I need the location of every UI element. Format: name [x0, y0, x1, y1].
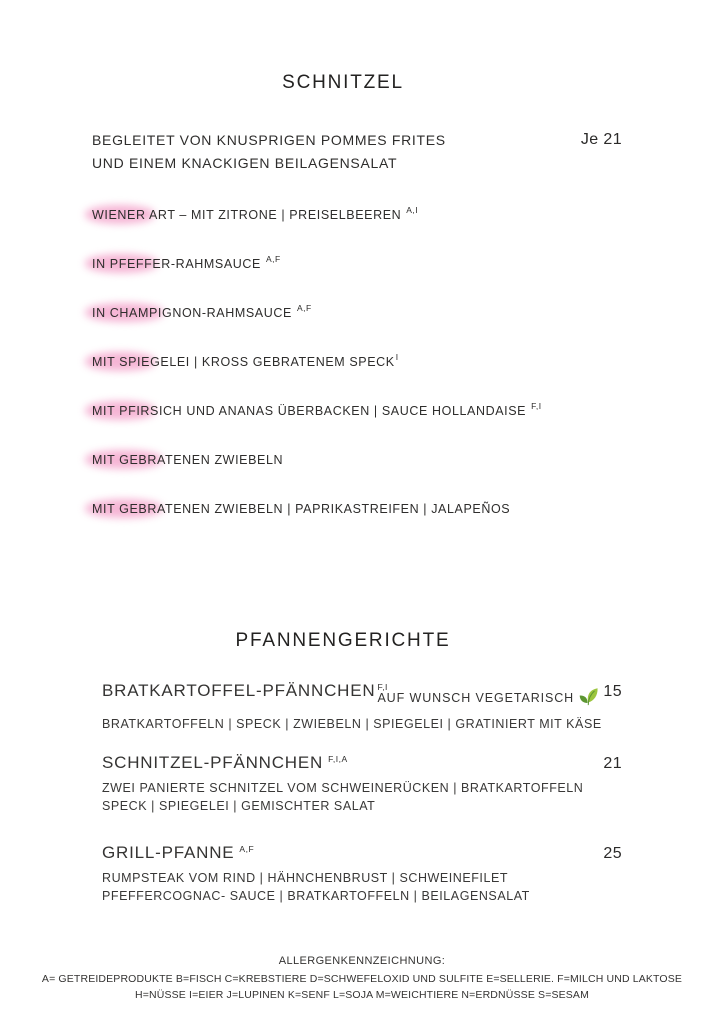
menu-content	[60, 0, 626, 1024]
schnitzel-shared-price: Je 21	[580, 131, 622, 148]
highlight-marker: WIENER	[92, 208, 149, 222]
item-description-line2: PFEFFERCOGNAC- SAUCE | BRATKARTOFFELN | BEILAGENSALAT	[102, 889, 530, 903]
highlight-marker: IN CHAMP	[92, 306, 158, 320]
item-name-row	[102, 678, 626, 714]
item-text: IGNON-RAHMSAUCE	[157, 306, 292, 320]
pfannen-item-schnitzel-pfaennchen	[102, 750, 626, 814]
schnitzel-item-pfirsich-ananas	[92, 402, 542, 421]
allergen-codes: I	[395, 352, 399, 362]
highlight-marker: MIT PFIR	[92, 404, 151, 418]
vegetarian-leaf-icon	[578, 687, 599, 706]
schnitzel-item-wiener-art	[92, 206, 418, 225]
allergen-codes: F,I	[377, 682, 388, 692]
allergen-codes: F,I,A	[328, 754, 348, 764]
vegetarian-note	[377, 675, 599, 711]
allergen-codes: A,I	[406, 205, 419, 215]
allergen-footer	[0, 955, 724, 1003]
schnitzel-item-zwiebeln-paprika-jalapenos	[92, 500, 510, 518]
allergen-footer-line2: A= GETREIDEPRODUKTE B=FISCH C=KREBSTIERE D=SCHWEFELOXID UND SULFITE E=SELLERIE. F=MILCH UND LAKTOSE	[41, 973, 683, 985]
schnitzel-item-spiegelei-speck	[92, 353, 399, 372]
allergen-codes: A,F	[296, 303, 312, 313]
schnitzel-item-champignon-rahmsauce	[92, 304, 312, 323]
item-description-line2: SPECK | SPIEGELEI | GEMISCHTER SALAT	[102, 799, 376, 813]
highlight-marker: IN PFEFF	[92, 257, 153, 271]
schnitzel-item-pfeffer-rahmsauce	[92, 255, 281, 274]
schnitzel-intro	[92, 129, 446, 175]
item-name-row	[102, 840, 626, 868]
pfannengerichte-section-title: PFANNENGERICHTE	[235, 630, 451, 651]
item-name-row	[102, 750, 626, 778]
schnitzel-section-title: SCHNITZEL	[282, 72, 404, 93]
schnitzel-intro-line2: UND EINEM KNACKIGEN BEILAGENSALAT	[92, 155, 398, 171]
item-price: 21	[603, 755, 622, 772]
highlight-marker: MIT GEBR	[92, 453, 157, 467]
schnitzel-intro-line1: BEGLEITET VON KNUSPRIGEN POMMES FRITES	[92, 132, 446, 148]
item-description: BRATKARTOFFELN | SPECK | ZWIEBELN | SPIEGELEI | GRATINIERT MIT KÄSE	[102, 717, 602, 731]
vegetarian-note-text: AUF WUNSCH VEGETARISCH	[377, 686, 599, 711]
item-text: ATENEN ZWIEBELN | PAPRIKASTREIFEN | JALAPEÑOS	[157, 502, 511, 516]
item-description-line1: ZWEI PANIERTE SCHNITZEL VOM SCHWEINERÜCKEN | BRATKARTOFFELN	[102, 781, 584, 795]
allergen-codes: A,F	[239, 844, 255, 854]
highlight-marker: MIT GEBR	[92, 502, 157, 516]
allergen-footer-line3: H=NÜSSE I=EIER J=LUPINEN K=SENF L=SOJA M=WEICHTIERE N=ERDNÜSSE S=SESAM	[135, 988, 589, 1001]
item-name: BRATKARTOFFEL-PFÄNNCHEN	[102, 681, 376, 700]
item-text: ER-RAHMSAUCE	[152, 257, 261, 271]
allergen-codes: A,F	[265, 254, 281, 264]
item-text: GELEI | KROSS GEBRATENEM SPECK	[150, 355, 395, 369]
item-text: SICH UND ANANAS ÜBERBACKEN | SAUCE HOLLANDAISE	[150, 404, 527, 418]
item-name: SCHNITZEL-PFÄNNCHEN	[102, 753, 324, 772]
item-description-line1: RUMPSTEAK VOM RIND | HÄHNCHENBRUST | SCHWEINEFILET	[102, 871, 509, 885]
pfannen-item-grill-pfanne	[102, 840, 626, 904]
item-price: 25	[603, 845, 622, 862]
allergen-footer-title: ALLERGENKENNZEICHNUNG:	[278, 955, 446, 967]
item-text: ART – MIT ZITRONE | PREISELBEEREN	[148, 208, 402, 222]
pfannen-item-bratkartoffel	[102, 678, 626, 732]
item-price: 15	[603, 683, 622, 700]
item-name: GRILL-PFANNE	[102, 843, 235, 862]
item-text: ATENEN ZWIEBELN	[157, 453, 284, 467]
highlight-marker: MIT SPIE	[92, 355, 151, 369]
allergen-codes: F,I	[531, 401, 542, 411]
schnitzel-item-gebratene-zwiebeln	[92, 451, 283, 469]
